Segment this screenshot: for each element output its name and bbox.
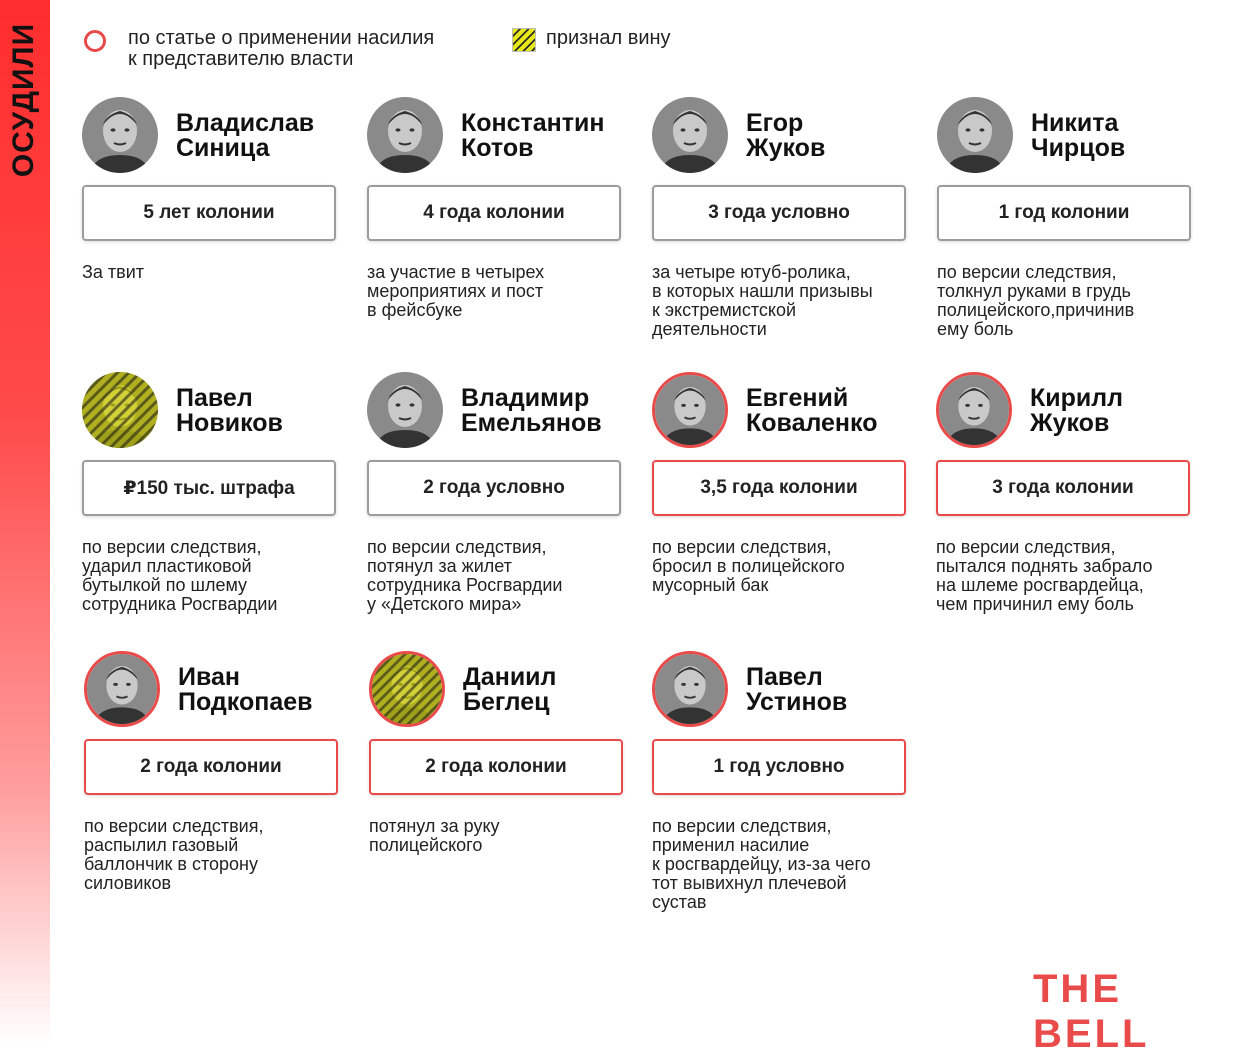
- reason-text: по версии следствия, распылил газовый баллончик в сторону силовиков: [84, 816, 264, 893]
- person-card: [937, 97, 1199, 357]
- first-name: Никита: [1031, 109, 1119, 137]
- person-name: [461, 386, 602, 436]
- last-name: Жуков: [746, 134, 826, 162]
- avatar: [652, 97, 728, 173]
- reason-text: за четыре ютуб-ролика, в которых нашли призывы к экстремистской деятельности: [652, 262, 873, 339]
- sidebar: [0, 0, 50, 1045]
- last-name: Жуков: [1030, 409, 1110, 437]
- reason-text: по версии следствия, ударил пластиковой бутылкой по шлему сотрудника Росгвардии: [82, 537, 278, 614]
- avatar: [82, 97, 158, 173]
- first-name: Евгений: [746, 384, 849, 412]
- person-name: [176, 386, 283, 436]
- avatar: [369, 651, 445, 727]
- sentence-box: 2 года колонии: [369, 739, 623, 795]
- sentence-box: 1 год колонии: [937, 185, 1191, 241]
- last-name: Подкопаев: [178, 688, 313, 716]
- last-name: Чирцов: [1031, 134, 1126, 162]
- person-name: [746, 665, 847, 715]
- reason-text: по версии следствия, потянул за жилет сотрудника Росгвардии у «Детского мира»: [367, 537, 563, 614]
- legend-guilty-label: признал вину: [546, 27, 671, 49]
- person-card: [82, 97, 344, 357]
- avatar: [84, 651, 160, 727]
- first-name: Павел: [746, 663, 823, 691]
- last-name: Котов: [461, 134, 534, 162]
- sentence-box: 3 года условно: [652, 185, 906, 241]
- first-name: Даниил: [463, 663, 557, 691]
- person-name: [1030, 386, 1123, 436]
- first-name: Владимир: [461, 384, 590, 412]
- person-name: [463, 665, 556, 715]
- reason-text: потянул за руку полицейского: [369, 816, 500, 855]
- first-name: Кирилл: [1030, 384, 1124, 412]
- person-name: [1031, 111, 1125, 161]
- avatar: [937, 97, 1013, 173]
- legend-guilty: [512, 28, 671, 52]
- reason-text: по версии следствия, применил насилие к росгвардейцу, из-за чего тот вывихнул плечевой сустав: [652, 816, 871, 912]
- last-name: Коваленко: [746, 409, 878, 437]
- avatar: [936, 372, 1012, 448]
- person-card: [652, 372, 914, 632]
- reason-text: по версии следствия, бросил в полицейского мусорный бак: [652, 537, 845, 595]
- reason-text: за участие в четырех мероприятиях и пост в фейсбуке: [367, 262, 545, 320]
- last-name: Беглец: [463, 688, 550, 716]
- reason-text: За твит: [82, 262, 144, 282]
- sentence-box: 3 года колонии: [936, 460, 1190, 516]
- red-ring-icon: [84, 30, 106, 52]
- sidebar-label: ОСУДИЛИ: [7, 22, 41, 178]
- hatch-swatch-icon: [512, 28, 536, 52]
- sentence-box: ₽150 тыс. штрафа: [82, 460, 336, 516]
- person-name: [178, 665, 313, 715]
- last-name: Новиков: [176, 409, 283, 437]
- avatar: [652, 651, 728, 727]
- person-card: [367, 97, 629, 357]
- first-name: Иван: [178, 663, 241, 691]
- first-name: Владислав: [176, 109, 315, 137]
- person-card: [84, 651, 346, 911]
- avatar: [367, 97, 443, 173]
- avatar: [367, 372, 443, 448]
- person-card: [369, 651, 631, 911]
- person-card: [652, 97, 914, 357]
- first-name: Егор: [746, 109, 804, 137]
- sentence-box: 3,5 года колонии: [652, 460, 906, 516]
- avatar: [82, 372, 158, 448]
- person-name: [746, 386, 877, 436]
- person-card: [652, 651, 914, 911]
- first-name: Павел: [176, 384, 253, 412]
- reason-text: по версии следствия, толкнул руками в грудь полицейского,причинив ему боль: [937, 262, 1135, 339]
- last-name: Устинов: [746, 688, 848, 716]
- the-bell-logo: THE BELL: [1033, 967, 1150, 1056]
- person-card: [367, 372, 629, 632]
- first-name: Константин: [461, 109, 605, 137]
- person-card: [82, 372, 344, 632]
- reason-text: по версии следствия, пытался поднять забрало на шлеме росгвардейца, чем причинил ему боль: [936, 537, 1153, 614]
- sentence-box: 1 год условно: [652, 739, 906, 795]
- sentence-box: 2 года колонии: [84, 739, 338, 795]
- sentence-box: 4 года колонии: [367, 185, 621, 241]
- legend-violence: [84, 28, 434, 70]
- person-card: [936, 372, 1198, 632]
- legend-violence-line1: по статье о применении насилия: [128, 27, 435, 49]
- legend-violence-line2: к представителю власти: [128, 48, 354, 70]
- person-name: [176, 111, 314, 161]
- sentence-box: 2 года условно: [367, 460, 621, 516]
- sentence-box: 5 лет колонии: [82, 185, 336, 241]
- person-name: [461, 111, 605, 161]
- person-name: [746, 111, 825, 161]
- last-name: Синица: [176, 134, 270, 162]
- avatar: [652, 372, 728, 448]
- last-name: Емельянов: [461, 409, 602, 437]
